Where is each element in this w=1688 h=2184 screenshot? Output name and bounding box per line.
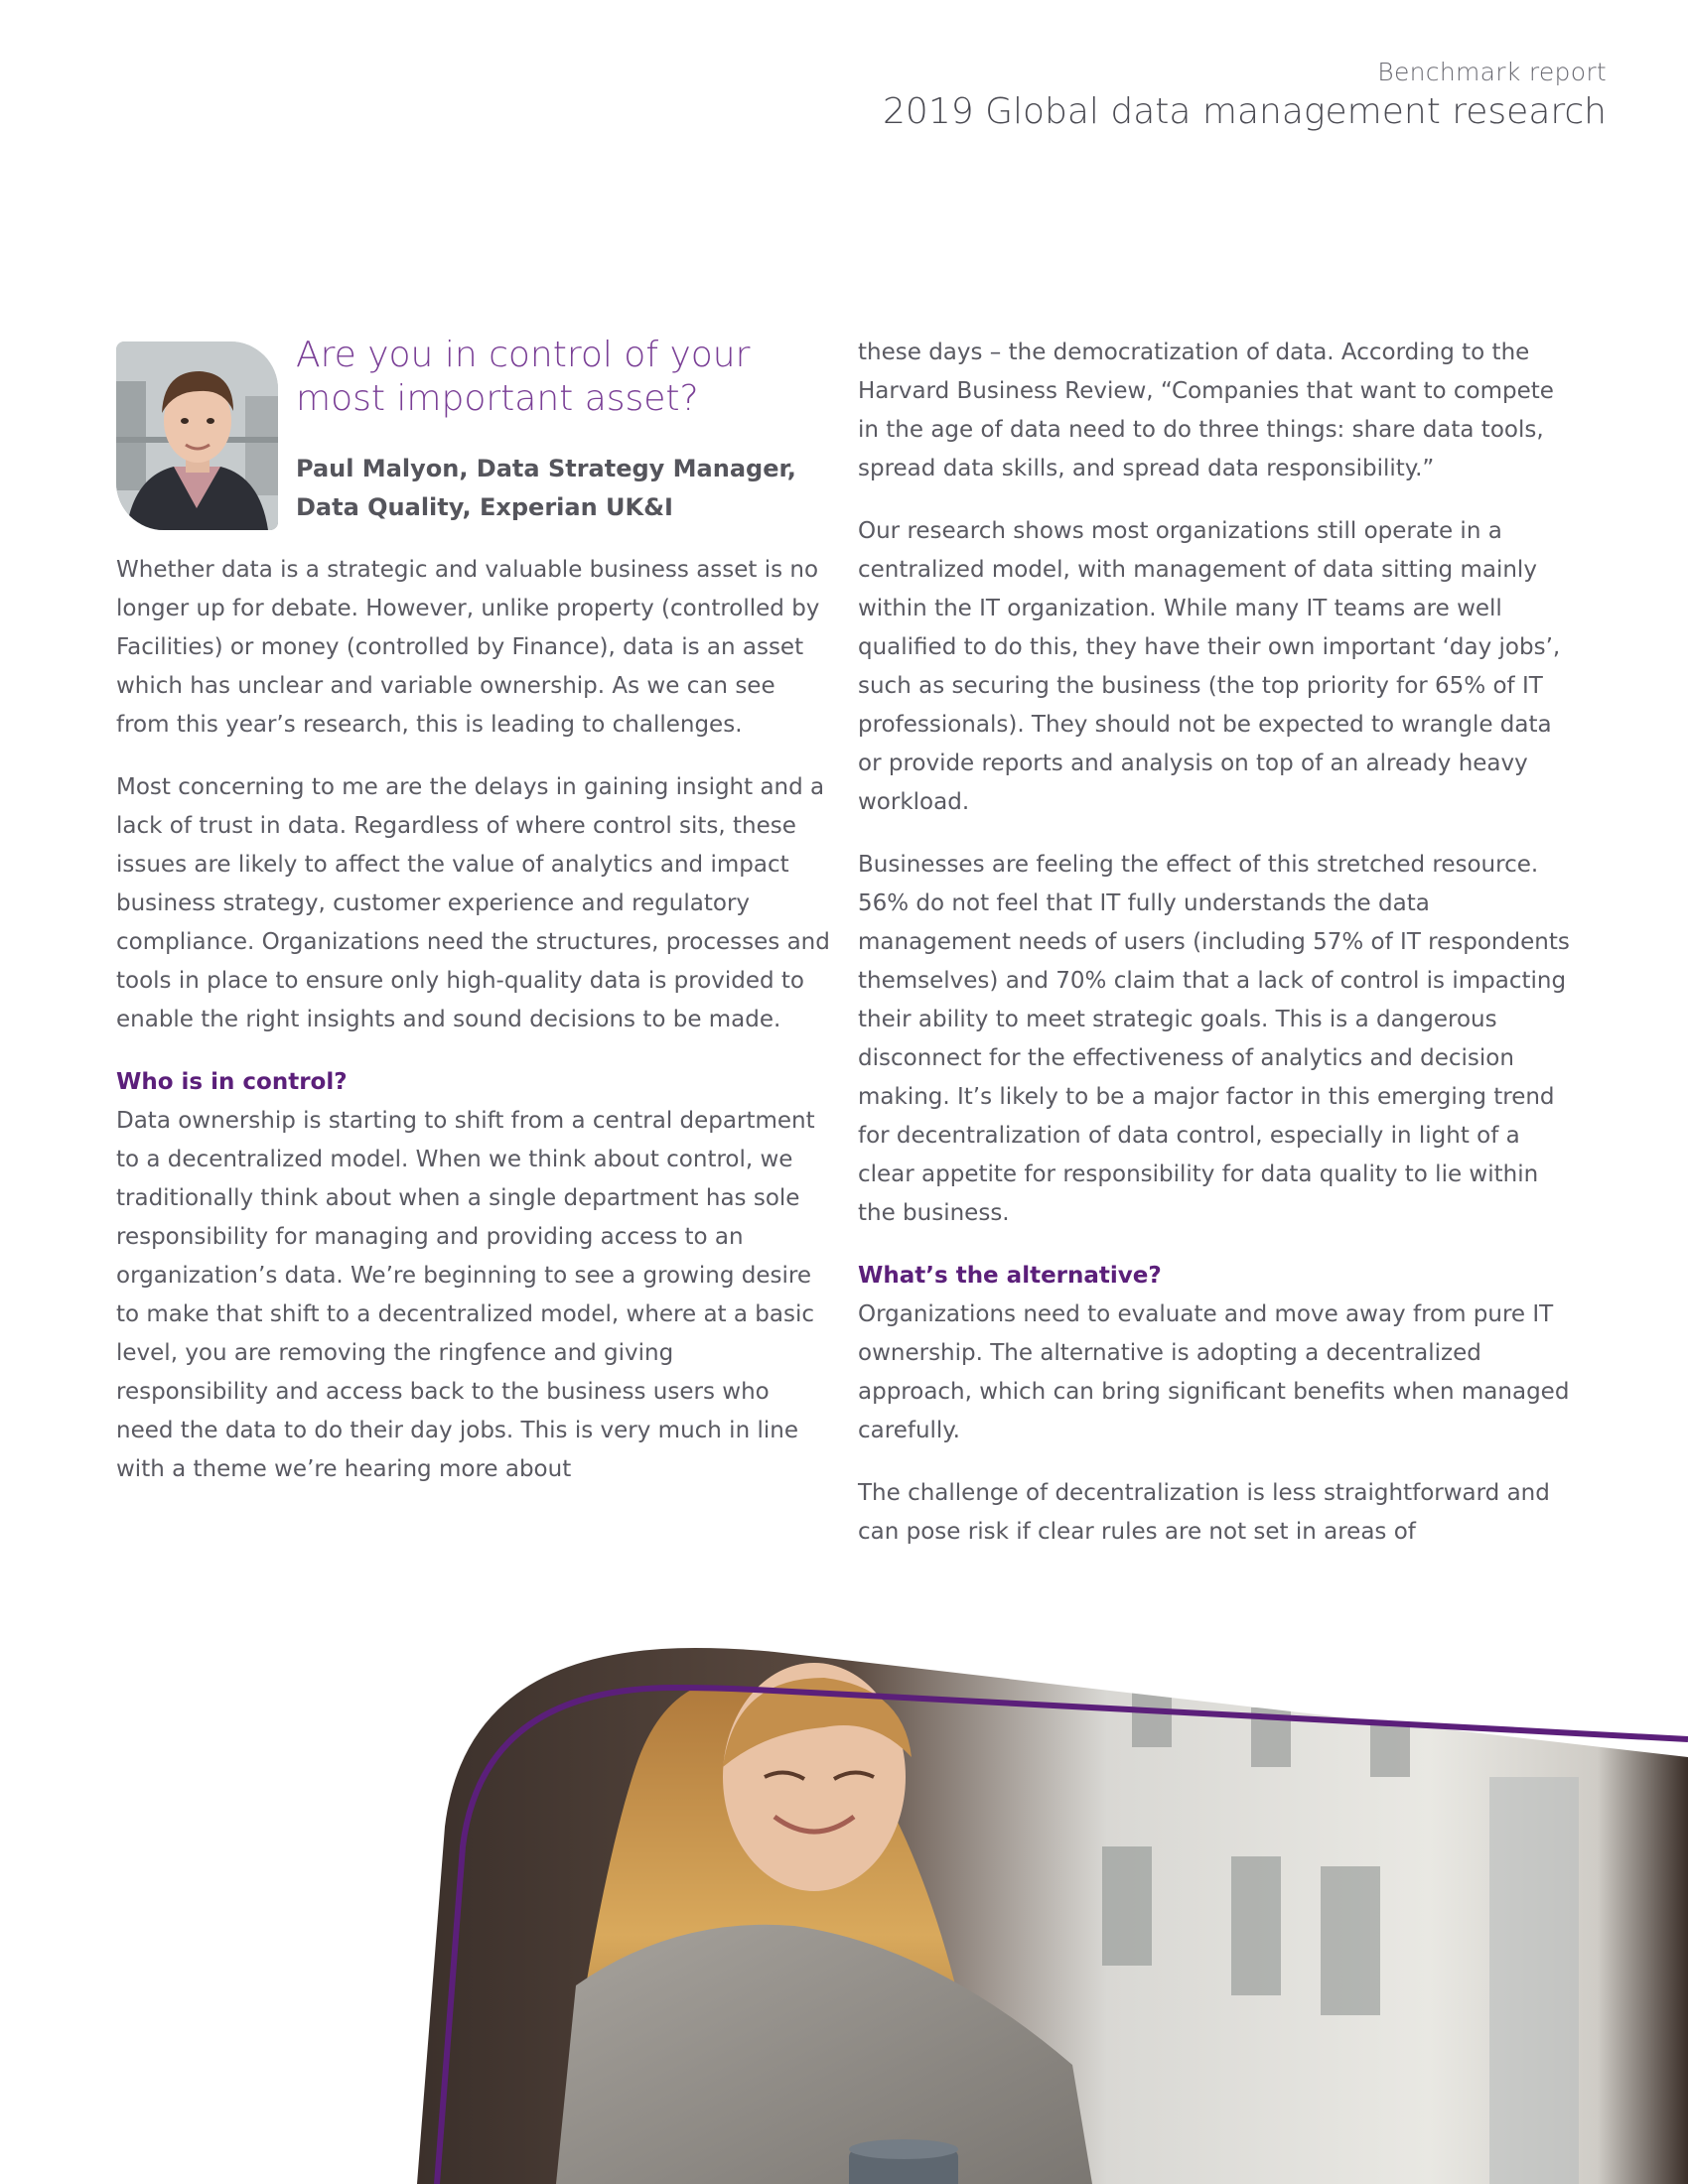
- article-title: Are you in control of your most important asset?: [296, 335, 751, 419]
- author-portrait-illustration: [116, 341, 278, 530]
- section-heading: Who is in control?: [116, 1069, 348, 1095]
- right-column: [858, 334, 1573, 1552]
- report-title: 2019 Global data management research: [883, 91, 1607, 132]
- left-column: [116, 551, 831, 1489]
- body-paragraph: Data ownership is starting to shift from a central department to a decentralized model. When we think about control, we traditionally think about when a single department has sole responsibility for managing and providing access to an organization’s data. We’re beginning to see a growing desire to make that shift to a decentralized model, where at a basic level, you are removing the ringfence and giving responsibility and access back to the business users who need the data to do their day jobs. This is very much in line with a theme we’re hearing more about: [116, 1108, 815, 1482]
- body-paragraph: Most concerning to me are the delays in gaining insight and a lack of trust in data. Regardless of where control sits, these issues are likely to affect the value of analytics and impact business strategy, customer experience and regulatory compliance. Organizations need the structures, processes and tools in place to ensure only high-quality data is provided to enable the right insights and sound decisions to be made.: [116, 774, 830, 1032]
- author-byline: Paul Malyon, Data Strategy Manager, Data Quality, Experian UK&I: [296, 455, 796, 521]
- body-paragraph: Whether data is a strategic and valuable business asset is no longer up for debate. However, unlike property (controlled by Facilities) or money (controlled by Finance), data is an asset which has unclear and variable ownership. As we can see from this year’s research, this is leading to challenges.: [116, 557, 820, 738]
- body-paragraph: Organizations need to evaluate and move away from pure IT ownership. The alternative is adopting a decentralized approach, which can bring significant benefits when managed carefully.: [858, 1301, 1570, 1443]
- report-header: [883, 56, 1607, 135]
- body-paragraph: Businesses are feeling the effect of this stretched resource. 56% do not feel that IT fully understands the data management needs of users (including 57% of IT respondents themselves) and 70% claim that a lack of control is impacting their ability to meet strategic goals. This is a dangerous disconnect for the effectiveness of analytics and decision making. It’s likely to be a major factor in this emerging trend for decentralization of data control, especially in light of a clear appetite for responsibility for data quality to lie within the business.: [858, 852, 1570, 1226]
- body-paragraph: these days – the democratization of data. According to the Harvard Business Review, “Companies that want to compete in the age of data need to do three things: share data tools, spread data skills, and spread data responsibility.”: [858, 340, 1554, 481]
- section-heading: What’s the alternative?: [858, 1263, 1162, 1289]
- report-kicker: Benchmark report: [1377, 58, 1607, 86]
- author-portrait: [116, 341, 278, 530]
- body-paragraph: The challenge of decentralization is less straightforward and can pose risk if clear rules are not set in areas of: [858, 1480, 1550, 1545]
- body-paragraph: Our research shows most organizations still operate in a centralized model, with management of data sitting mainly within the IT organization. While many IT teams are well qualified to do this, they have their own important ‘day jobs’, such as securing the business (the top priority for 65% of IT professionals). They should not be expected to wrangle data or provide reports and analysis on top of an already heavy workload.: [858, 518, 1561, 815]
